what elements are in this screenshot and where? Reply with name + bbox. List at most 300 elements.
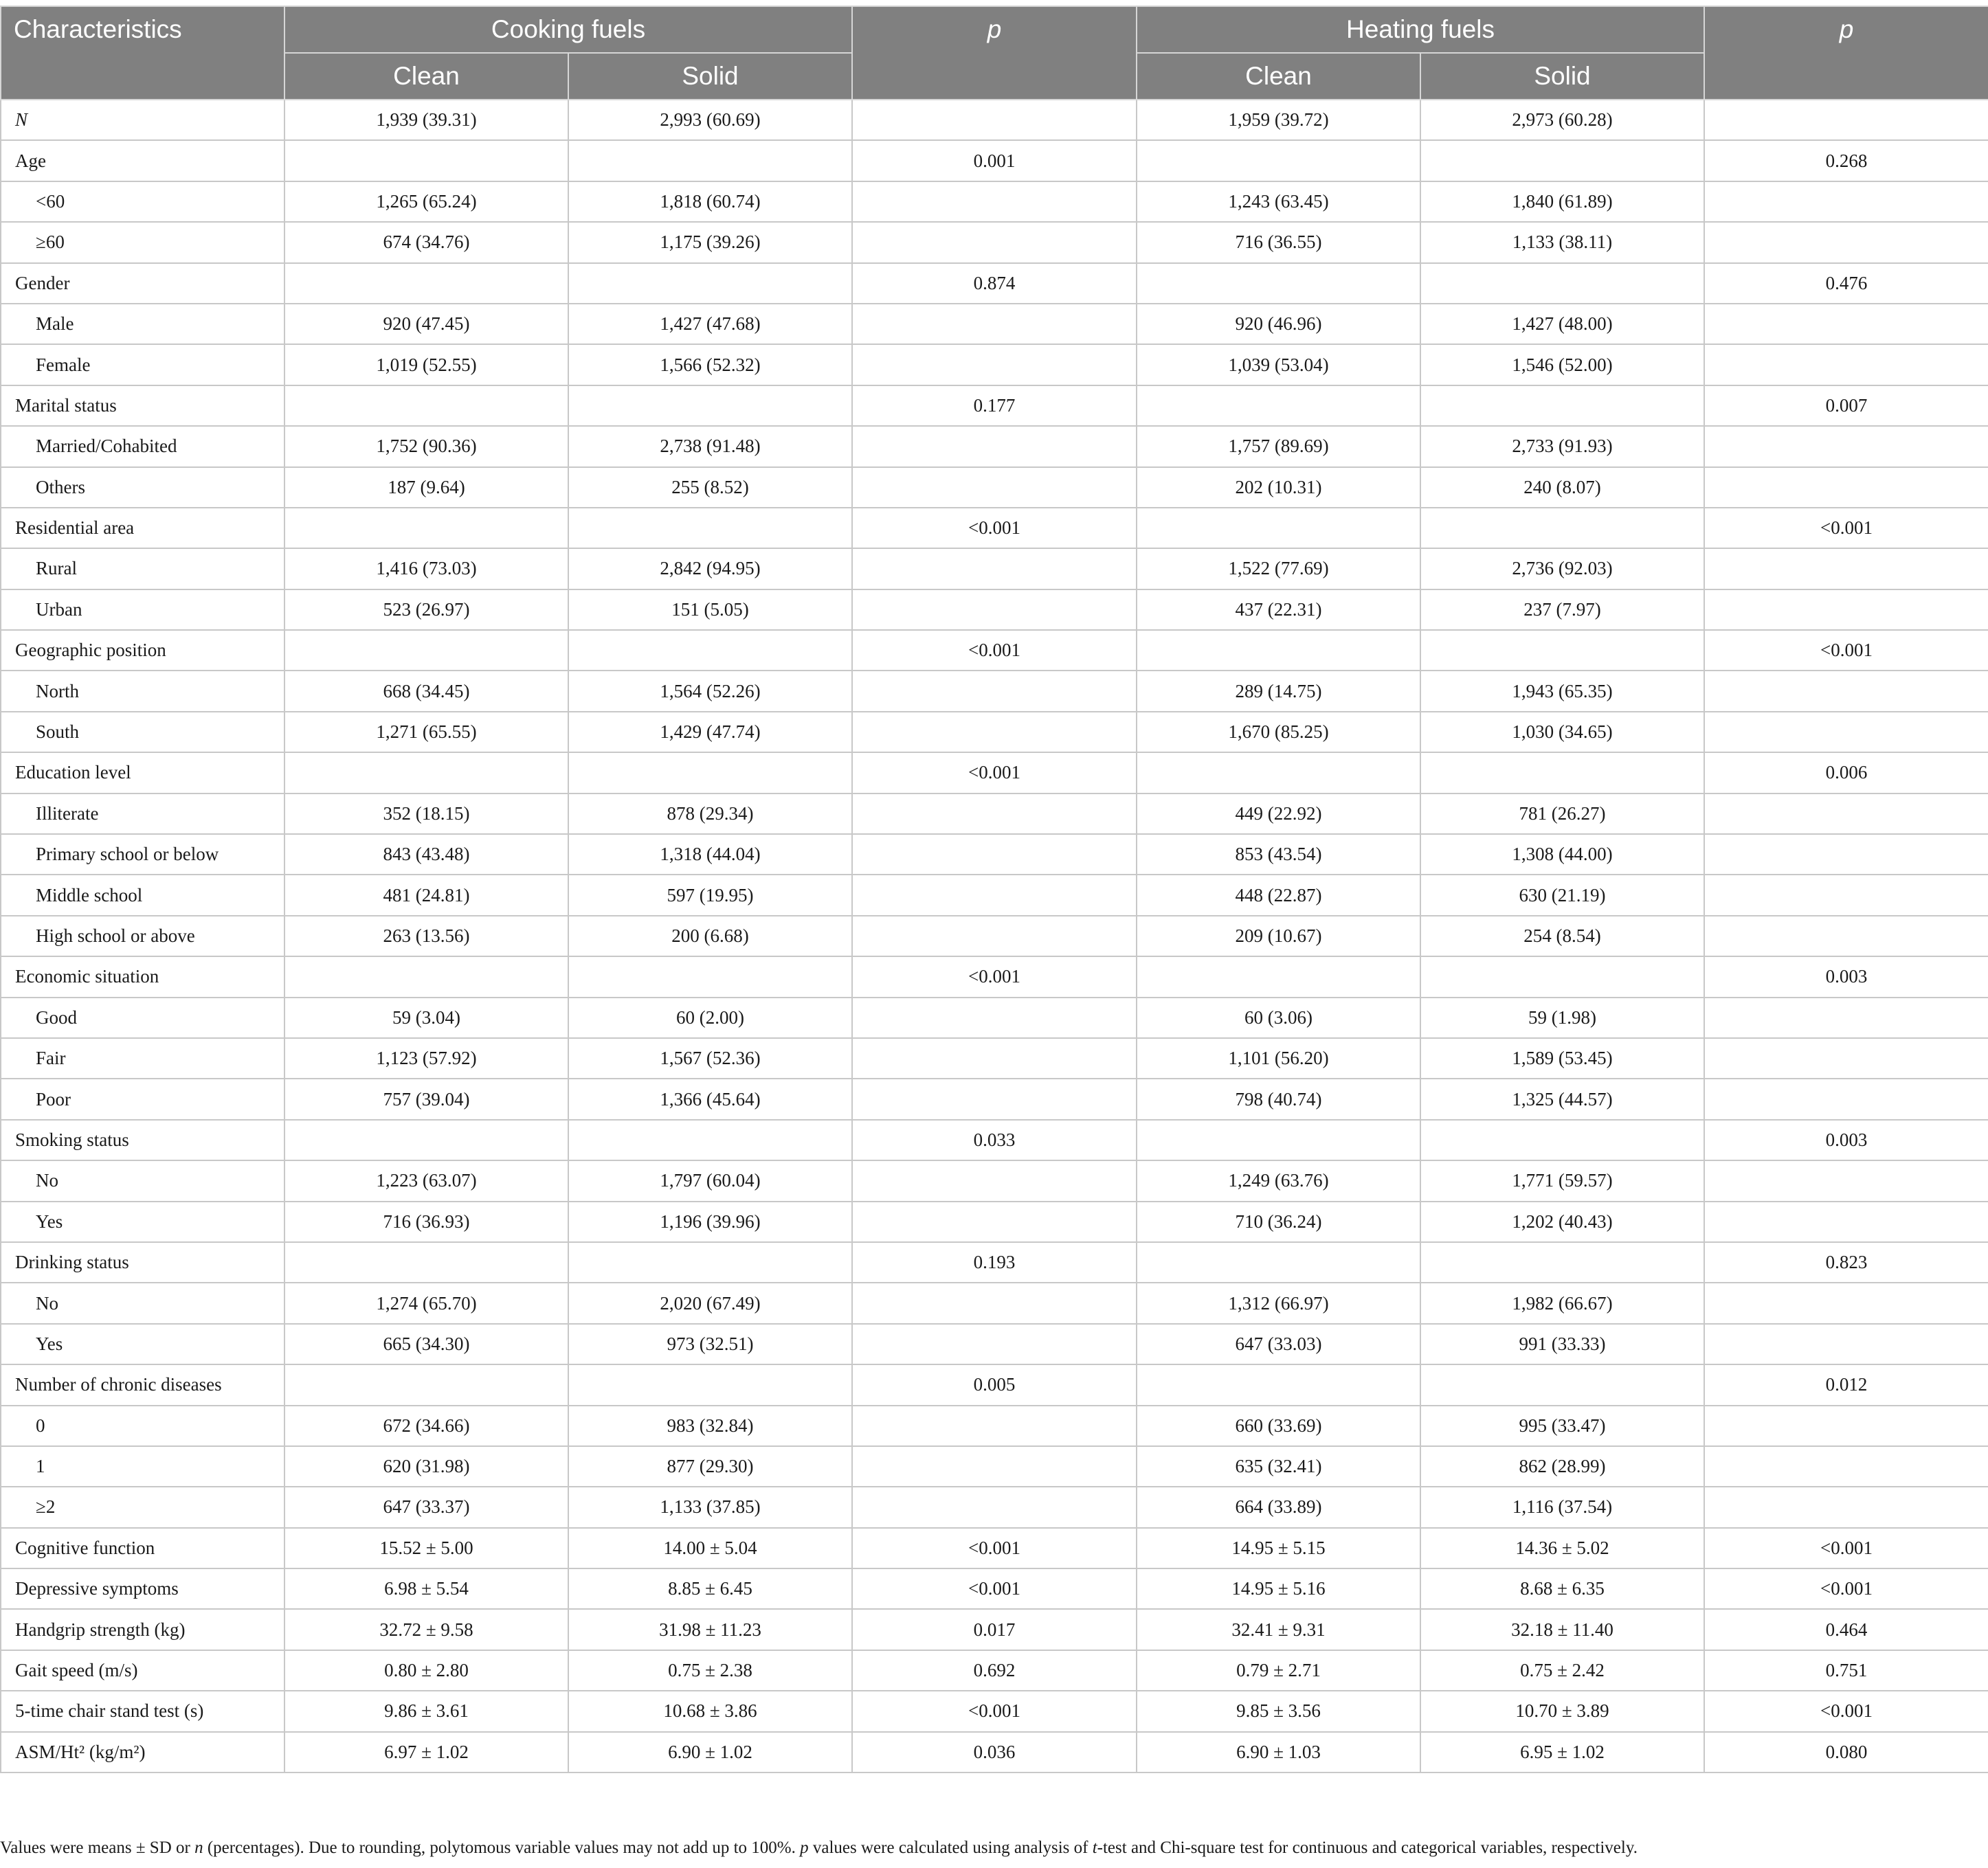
header-cooking-clean: Clean: [284, 53, 568, 100]
table-row: [1, 1324, 1988, 1364]
heating-p-cell: [1704, 1038, 1988, 1079]
heating-p-cell: 0.012: [1704, 1364, 1988, 1405]
cooking-clean-cell: 620 (31.98): [284, 1446, 568, 1487]
heating-clean-cell: 798 (40.74): [1137, 1079, 1420, 1119]
cooking-clean-cell: 1,271 (65.55): [284, 712, 568, 752]
heating-clean-cell: 664 (33.89): [1137, 1487, 1420, 1527]
cooking-clean-cell: 757 (39.04): [284, 1079, 568, 1119]
heating-p-cell: [1704, 589, 1988, 630]
cooking-solid-cell: [568, 1242, 852, 1283]
heating-solid-cell: 10.70 ± 3.89: [1420, 1691, 1704, 1731]
table-row: [1, 140, 1988, 181]
row-label: Others: [1, 467, 284, 508]
footnote-p: p: [800, 1838, 809, 1857]
cooking-clean-cell: 9.86 ± 3.61: [284, 1691, 568, 1731]
heating-clean-cell: 14.95 ± 5.15: [1137, 1528, 1420, 1568]
heating-clean-cell: 660 (33.69): [1137, 1406, 1420, 1446]
table-row: [1, 1691, 1988, 1731]
row-label: Geographic position: [1, 630, 284, 671]
cooking-clean-cell: 1,939 (39.31): [284, 100, 568, 140]
cooking-clean-cell: [284, 508, 568, 548]
row-label: Married/Cohabited: [1, 426, 284, 466]
cooking-p-cell: [852, 671, 1137, 711]
row-label: N: [1, 100, 284, 140]
heating-clean-cell: 920 (46.96): [1137, 304, 1420, 344]
table-row: [1, 222, 1988, 262]
table-row: [1, 1364, 1988, 1405]
heating-p-cell: 0.007: [1704, 385, 1988, 426]
heating-clean-cell: 448 (22.87): [1137, 875, 1420, 915]
cooking-clean-cell: 674 (34.76): [284, 222, 568, 262]
heating-p-cell: [1704, 1324, 1988, 1364]
cooking-p-cell: [852, 834, 1137, 875]
cooking-p-cell: <0.001: [852, 752, 1137, 793]
heating-solid-cell: 1,325 (44.57): [1420, 1079, 1704, 1119]
table-row: [1, 1568, 1988, 1609]
table-row: [1, 1038, 1988, 1079]
cooking-solid-cell: 2,738 (91.48): [568, 426, 852, 466]
heating-solid-cell: 630 (21.19): [1420, 875, 1704, 915]
heating-p-cell: 0.751: [1704, 1650, 1988, 1691]
cooking-clean-cell: [284, 1364, 568, 1405]
heating-solid-cell: [1420, 385, 1704, 426]
cooking-clean-cell: [284, 1242, 568, 1283]
heating-solid-cell: 1,982 (66.67): [1420, 1283, 1704, 1323]
cooking-clean-cell: 665 (34.30): [284, 1324, 568, 1364]
cooking-p-cell: [852, 1202, 1137, 1242]
row-label: Illiterate: [1, 794, 284, 834]
cooking-solid-cell: [568, 1120, 852, 1160]
characteristics-table: [0, 5, 1988, 1773]
heating-solid-cell: 0.75 ± 2.42: [1420, 1650, 1704, 1691]
heating-p-cell: [1704, 794, 1988, 834]
row-label: Economic situation: [1, 956, 284, 997]
table-row: [1, 100, 1988, 140]
cooking-p-cell: [852, 1283, 1137, 1323]
heating-clean-cell: 635 (32.41): [1137, 1446, 1420, 1487]
heating-clean-cell: 0.79 ± 2.71: [1137, 1650, 1420, 1691]
table-row: [1, 1650, 1988, 1691]
heating-clean-cell: 1,101 (56.20): [1137, 1038, 1420, 1079]
header-heating-solid: Solid: [1420, 53, 1704, 100]
heating-clean-cell: 32.41 ± 9.31: [1137, 1609, 1420, 1650]
cooking-clean-cell: [284, 630, 568, 671]
cooking-solid-cell: 1,427 (47.68): [568, 304, 852, 344]
heating-clean-cell: 1,757 (89.69): [1137, 426, 1420, 466]
heating-solid-cell: 1,202 (40.43): [1420, 1202, 1704, 1242]
cooking-clean-cell: 1,123 (57.92): [284, 1038, 568, 1079]
heating-clean-cell: 289 (14.75): [1137, 671, 1420, 711]
cooking-solid-cell: [568, 752, 852, 793]
heating-p-cell: [1704, 1487, 1988, 1527]
heating-clean-cell: 60 (3.06): [1137, 998, 1420, 1038]
table-row: [1, 671, 1988, 711]
cooking-clean-cell: 1,265 (65.24): [284, 181, 568, 222]
header-cooking-p: p: [852, 6, 1137, 100]
heating-p-cell: 0.464: [1704, 1609, 1988, 1650]
cooking-clean-cell: 352 (18.15): [284, 794, 568, 834]
heating-solid-cell: [1420, 630, 1704, 671]
row-label: <60: [1, 181, 284, 222]
cooking-solid-cell: 14.00 ± 5.04: [568, 1528, 852, 1568]
heating-clean-cell: 1,522 (77.69): [1137, 548, 1420, 589]
footnote-text-1: Values were means ± SD or: [0, 1838, 195, 1857]
cooking-clean-cell: 263 (13.56): [284, 916, 568, 956]
cooking-solid-cell: 1,133 (37.85): [568, 1487, 852, 1527]
cooking-clean-cell: 481 (24.81): [284, 875, 568, 915]
cooking-clean-cell: [284, 263, 568, 304]
table-row: [1, 998, 1988, 1038]
heating-solid-cell: [1420, 1120, 1704, 1160]
cooking-solid-cell: [568, 385, 852, 426]
table-row: [1, 1120, 1988, 1160]
cooking-p-cell: 0.036: [852, 1732, 1137, 1773]
row-label: Yes: [1, 1324, 284, 1364]
heating-solid-cell: [1420, 1242, 1704, 1283]
cooking-p-cell: [852, 1446, 1137, 1487]
table-row: [1, 630, 1988, 671]
cooking-p-cell: <0.001: [852, 1568, 1137, 1609]
row-label: Gender: [1, 263, 284, 304]
heating-solid-cell: 240 (8.07): [1420, 467, 1704, 508]
footnote-text-2: (percentages). Due to rounding, polytomous variable values may not add up to 100%.: [203, 1838, 801, 1857]
cooking-clean-cell: 920 (47.45): [284, 304, 568, 344]
heating-p-cell: [1704, 998, 1988, 1038]
cooking-p-cell: 0.017: [852, 1609, 1137, 1650]
heating-solid-cell: 1,030 (34.65): [1420, 712, 1704, 752]
cooking-solid-cell: 8.85 ± 6.45: [568, 1568, 852, 1609]
cooking-clean-cell: 6.97 ± 1.02: [284, 1732, 568, 1773]
cooking-solid-cell: 878 (29.34): [568, 794, 852, 834]
cooking-solid-cell: 2,020 (67.49): [568, 1283, 852, 1323]
table-row: [1, 712, 1988, 752]
heating-p-cell: [1704, 671, 1988, 711]
cooking-solid-cell: 200 (6.68): [568, 916, 852, 956]
row-label: Number of chronic diseases: [1, 1364, 284, 1405]
heating-p-cell: 0.003: [1704, 956, 1988, 997]
heating-clean-cell: [1137, 263, 1420, 304]
heating-clean-cell: [1137, 1364, 1420, 1405]
cooking-solid-cell: 983 (32.84): [568, 1406, 852, 1446]
table-row: [1, 181, 1988, 222]
heating-solid-cell: 1,943 (65.35): [1420, 671, 1704, 711]
table-footnote: [0, 1838, 1988, 1858]
heating-p-cell: <0.001: [1704, 1568, 1988, 1609]
row-label: Handgrip strength (kg): [1, 1609, 284, 1650]
cooking-solid-cell: 1,566 (52.32): [568, 344, 852, 385]
cooking-clean-cell: [284, 752, 568, 793]
cooking-solid-cell: [568, 630, 852, 671]
cooking-solid-cell: [568, 956, 852, 997]
cooking-p-cell: [852, 181, 1137, 222]
cooking-p-cell: [852, 916, 1137, 956]
cooking-p-cell: 0.177: [852, 385, 1137, 426]
row-label: 5-time chair stand test (s): [1, 1691, 284, 1731]
cooking-clean-cell: [284, 385, 568, 426]
row-label: ≥60: [1, 222, 284, 262]
cooking-clean-cell: 672 (34.66): [284, 1406, 568, 1446]
cooking-p-cell: [852, 589, 1137, 630]
heating-p-cell: <0.001: [1704, 630, 1988, 671]
heating-p-cell: 0.006: [1704, 752, 1988, 793]
heating-p-cell: 0.823: [1704, 1242, 1988, 1283]
table-row: [1, 794, 1988, 834]
cooking-clean-cell: [284, 956, 568, 997]
heating-clean-cell: 1,243 (63.45): [1137, 181, 1420, 222]
heating-clean-cell: 6.90 ± 1.03: [1137, 1732, 1420, 1773]
heating-p-cell: [1704, 100, 1988, 140]
heating-solid-cell: 8.68 ± 6.35: [1420, 1568, 1704, 1609]
heating-solid-cell: 2,733 (91.93): [1420, 426, 1704, 466]
row-label: Poor: [1, 1079, 284, 1119]
cooking-clean-cell: 187 (9.64): [284, 467, 568, 508]
row-label: 0: [1, 1406, 284, 1446]
heating-p-cell: 0.268: [1704, 140, 1988, 181]
cooking-p-cell: <0.001: [852, 508, 1137, 548]
cooking-clean-cell: 1,019 (52.55): [284, 344, 568, 385]
table-row: [1, 508, 1988, 548]
cooking-p-cell: 0.193: [852, 1242, 1137, 1283]
cooking-solid-cell: 2,842 (94.95): [568, 548, 852, 589]
row-label: Good: [1, 998, 284, 1038]
heating-solid-cell: [1420, 752, 1704, 793]
cooking-solid-cell: 877 (29.30): [568, 1446, 852, 1487]
cooking-solid-cell: 1,366 (45.64): [568, 1079, 852, 1119]
heating-solid-cell: 1,771 (59.57): [1420, 1160, 1704, 1201]
heating-clean-cell: [1137, 140, 1420, 181]
row-label: Fair: [1, 1038, 284, 1079]
heating-solid-cell: 1,133 (38.11): [1420, 222, 1704, 262]
row-label: Drinking status: [1, 1242, 284, 1283]
table-row: [1, 1732, 1988, 1773]
heating-solid-cell: [1420, 508, 1704, 548]
table-row: [1, 875, 1988, 915]
cooking-p-cell: [852, 1324, 1137, 1364]
cooking-clean-cell: 1,416 (73.03): [284, 548, 568, 589]
row-label: Residential area: [1, 508, 284, 548]
cooking-p-cell: [852, 712, 1137, 752]
row-label: Urban: [1, 589, 284, 630]
cooking-clean-cell: 15.52 ± 5.00: [284, 1528, 568, 1568]
cooking-p-cell: [852, 1079, 1137, 1119]
row-label: Male: [1, 304, 284, 344]
table-row: [1, 1160, 1988, 1201]
cooking-clean-cell: 647 (33.37): [284, 1487, 568, 1527]
cooking-p-cell: 0.001: [852, 140, 1137, 181]
table-row: [1, 548, 1988, 589]
heating-solid-cell: 1,116 (37.54): [1420, 1487, 1704, 1527]
table-row: [1, 1079, 1988, 1119]
heating-clean-cell: [1137, 752, 1420, 793]
cooking-p-cell: [852, 1160, 1137, 1201]
cooking-p-cell: 0.005: [852, 1364, 1137, 1405]
cooking-clean-cell: 6.98 ± 5.54: [284, 1568, 568, 1609]
row-label: Education level: [1, 752, 284, 793]
heating-solid-cell: 991 (33.33): [1420, 1324, 1704, 1364]
cooking-solid-cell: 1,318 (44.04): [568, 834, 852, 875]
heating-solid-cell: 2,973 (60.28): [1420, 100, 1704, 140]
heating-p-cell: 0.476: [1704, 263, 1988, 304]
heating-solid-cell: 1,840 (61.89): [1420, 181, 1704, 222]
heating-p-cell: [1704, 1406, 1988, 1446]
row-label: North: [1, 671, 284, 711]
cooking-clean-cell: 59 (3.04): [284, 998, 568, 1038]
heating-clean-cell: [1137, 385, 1420, 426]
row-label: ≥2: [1, 1487, 284, 1527]
cooking-clean-cell: 523 (26.97): [284, 589, 568, 630]
cooking-clean-cell: 32.72 ± 9.58: [284, 1609, 568, 1650]
footnote-text-4: -test and Chi-square test for continuous and categorical variables, respectively.: [1097, 1838, 1638, 1857]
cooking-clean-cell: 668 (34.45): [284, 671, 568, 711]
cooking-p-cell: 0.033: [852, 1120, 1137, 1160]
cooking-solid-cell: [568, 140, 852, 181]
heating-clean-cell: 853 (43.54): [1137, 834, 1420, 875]
cooking-p-cell: [852, 426, 1137, 466]
cooking-solid-cell: 973 (32.51): [568, 1324, 852, 1364]
table-row: [1, 1609, 1988, 1650]
cooking-p-cell: [852, 998, 1137, 1038]
header-cooking-fuels: Cooking fuels: [284, 6, 852, 53]
header-heating-clean: Clean: [1137, 53, 1420, 100]
cooking-p-cell: [852, 794, 1137, 834]
heating-p-cell: <0.001: [1704, 1691, 1988, 1731]
cooking-solid-cell: 1,175 (39.26): [568, 222, 852, 262]
heating-clean-cell: [1137, 1242, 1420, 1283]
table-row: [1, 1406, 1988, 1446]
table-row: [1, 304, 1988, 344]
heating-solid-cell: 1,427 (48.00): [1420, 304, 1704, 344]
heating-p-cell: 0.003: [1704, 1120, 1988, 1160]
cooking-solid-cell: 255 (8.52): [568, 467, 852, 508]
table-row: [1, 916, 1988, 956]
heating-clean-cell: 449 (22.92): [1137, 794, 1420, 834]
heating-p-cell: [1704, 916, 1988, 956]
heating-solid-cell: 1,589 (53.45): [1420, 1038, 1704, 1079]
row-label: No: [1, 1283, 284, 1323]
heating-clean-cell: 202 (10.31): [1137, 467, 1420, 508]
header-heating-p: p: [1704, 6, 1988, 100]
row-label: High school or above: [1, 916, 284, 956]
cooking-clean-cell: 0.80 ± 2.80: [284, 1650, 568, 1691]
cooking-clean-cell: [284, 140, 568, 181]
row-label: Female: [1, 344, 284, 385]
heating-p-cell: [1704, 1283, 1988, 1323]
cooking-p-cell: [852, 304, 1137, 344]
cooking-solid-cell: 31.98 ± 11.23: [568, 1609, 852, 1650]
heating-clean-cell: 14.95 ± 5.16: [1137, 1568, 1420, 1609]
heating-p-cell: [1704, 1160, 1988, 1201]
table-row: [1, 752, 1988, 793]
cooking-p-cell: <0.001: [852, 1528, 1137, 1568]
cooking-solid-cell: 1,564 (52.26): [568, 671, 852, 711]
table-row: [1, 1283, 1988, 1323]
heating-p-cell: [1704, 1446, 1988, 1487]
table-row: [1, 834, 1988, 875]
heating-solid-cell: [1420, 956, 1704, 997]
heating-clean-cell: [1137, 956, 1420, 997]
heating-p-cell: [1704, 344, 1988, 385]
heating-solid-cell: [1420, 1364, 1704, 1405]
cooking-p-cell: [852, 548, 1137, 589]
heating-clean-cell: 716 (36.55): [1137, 222, 1420, 262]
cooking-p-cell: [852, 875, 1137, 915]
table-row: [1, 467, 1988, 508]
heating-solid-cell: [1420, 140, 1704, 181]
footnote-t: t: [1092, 1838, 1097, 1857]
heating-solid-cell: 862 (28.99): [1420, 1446, 1704, 1487]
table-row: [1, 1202, 1988, 1242]
cooking-solid-cell: 1,429 (47.74): [568, 712, 852, 752]
heating-p-cell: [1704, 1202, 1988, 1242]
row-label: Smoking status: [1, 1120, 284, 1160]
cooking-solid-cell: 1,818 (60.74): [568, 181, 852, 222]
cooking-p-cell: [852, 222, 1137, 262]
table-row: [1, 385, 1988, 426]
heating-p-cell: [1704, 222, 1988, 262]
heating-p-cell: [1704, 181, 1988, 222]
cooking-solid-cell: 6.90 ± 1.02: [568, 1732, 852, 1773]
heating-clean-cell: 1,039 (53.04): [1137, 344, 1420, 385]
header-cooking-solid: Solid: [568, 53, 852, 100]
table-row: [1, 1487, 1988, 1527]
cooking-clean-cell: 843 (43.48): [284, 834, 568, 875]
cooking-p-cell: [852, 100, 1137, 140]
heating-p-cell: <0.001: [1704, 1528, 1988, 1568]
heating-p-cell: [1704, 548, 1988, 589]
row-label: Depressive symptoms: [1, 1568, 284, 1609]
cooking-p-cell: <0.001: [852, 630, 1137, 671]
heating-solid-cell: 59 (1.98): [1420, 998, 1704, 1038]
header-characteristics: Characteristics: [1, 6, 284, 100]
heating-p-cell: [1704, 1079, 1988, 1119]
heating-p-cell: [1704, 426, 1988, 466]
table-row: [1, 956, 1988, 997]
cooking-solid-cell: 1,196 (39.96): [568, 1202, 852, 1242]
table-body: [1, 100, 1988, 1773]
cooking-solid-cell: [568, 263, 852, 304]
cooking-solid-cell: 597 (19.95): [568, 875, 852, 915]
heating-solid-cell: 237 (7.97): [1420, 589, 1704, 630]
row-label: South: [1, 712, 284, 752]
row-label: Primary school or below: [1, 834, 284, 875]
heating-clean-cell: 1,670 (85.25): [1137, 712, 1420, 752]
heating-clean-cell: 1,312 (66.97): [1137, 1283, 1420, 1323]
heating-clean-cell: 1,249 (63.76): [1137, 1160, 1420, 1201]
heating-p-cell: <0.001: [1704, 508, 1988, 548]
cooking-solid-cell: 10.68 ± 3.86: [568, 1691, 852, 1731]
table-row: [1, 1242, 1988, 1283]
heating-solid-cell: 2,736 (92.03): [1420, 548, 1704, 589]
table-row: [1, 426, 1988, 466]
heating-solid-cell: 6.95 ± 1.02: [1420, 1732, 1704, 1773]
row-label: 1: [1, 1446, 284, 1487]
footnote-n: n: [194, 1838, 203, 1857]
row-label: No: [1, 1160, 284, 1201]
cooking-clean-cell: 1,223 (63.07): [284, 1160, 568, 1201]
row-label: ASM/Ht² (kg/m²): [1, 1732, 284, 1773]
cooking-clean-cell: 1,752 (90.36): [284, 426, 568, 466]
cooking-solid-cell: 60 (2.00): [568, 998, 852, 1038]
cooking-solid-cell: 1,567 (52.36): [568, 1038, 852, 1079]
heating-solid-cell: 1,546 (52.00): [1420, 344, 1704, 385]
cooking-solid-cell: 0.75 ± 2.38: [568, 1650, 852, 1691]
cooking-solid-cell: 1,797 (60.04): [568, 1160, 852, 1201]
heating-clean-cell: 437 (22.31): [1137, 589, 1420, 630]
heating-solid-cell: [1420, 263, 1704, 304]
heating-clean-cell: [1137, 508, 1420, 548]
cooking-solid-cell: 2,993 (60.69): [568, 100, 852, 140]
table-row: [1, 263, 1988, 304]
